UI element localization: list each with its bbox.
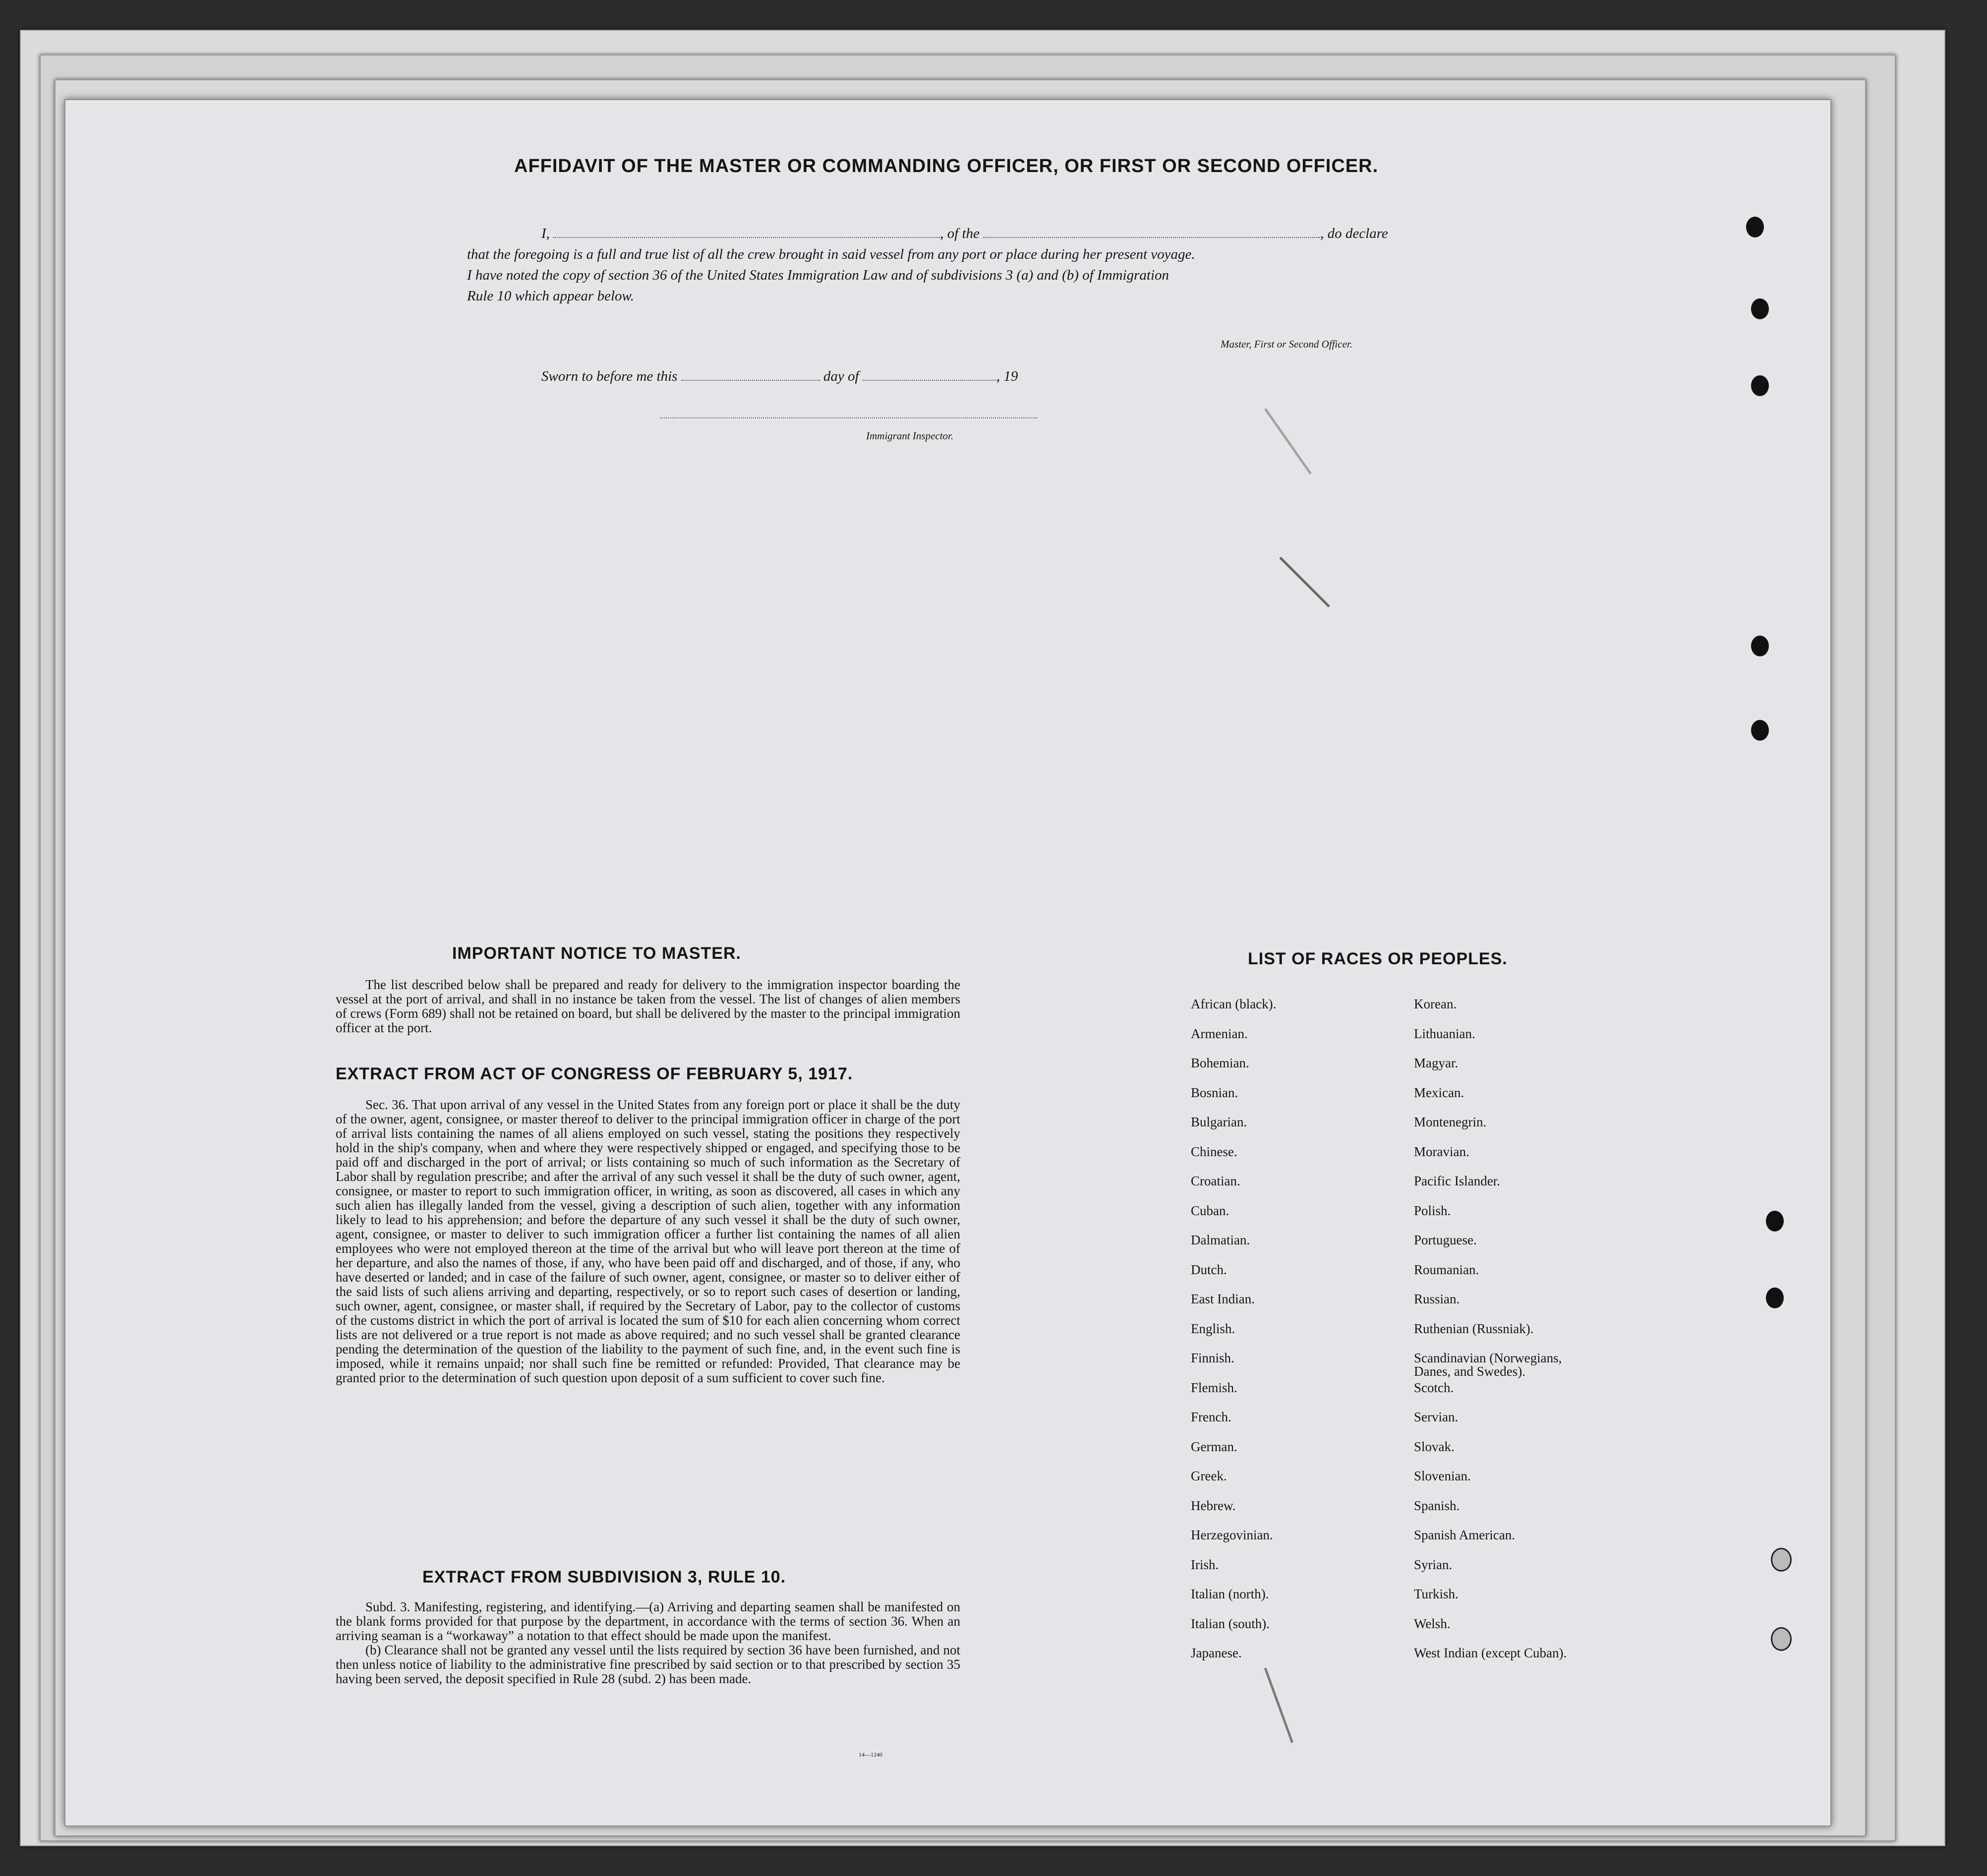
race-item: Turkish. bbox=[1414, 1586, 1459, 1601]
race-item: Bulgarian. bbox=[1191, 1114, 1247, 1129]
race-item: Ruthenian (Russniak). bbox=[1414, 1321, 1534, 1336]
punch-hole bbox=[1751, 636, 1769, 656]
race-item: Scotch. bbox=[1414, 1380, 1454, 1395]
affidavit-line4: Rule 10 which appear below. bbox=[467, 288, 634, 304]
officer-name-field[interactable] bbox=[553, 236, 940, 238]
race-item: Dutch. bbox=[1191, 1262, 1227, 1277]
sworn-before-label: Sworn to before me this bbox=[541, 368, 678, 384]
vessel-name-field[interactable] bbox=[983, 236, 1320, 238]
affidavit-declare-label: , do declare bbox=[1320, 226, 1388, 241]
race-item: Syrian. bbox=[1414, 1557, 1453, 1572]
extract-act-title: EXTRACT FROM ACT OF CONGRESS OF FEBRUARY 5, 1917. bbox=[336, 1064, 853, 1083]
race-item: Dalmatian. bbox=[1191, 1232, 1250, 1247]
punch-hole bbox=[1751, 720, 1769, 741]
sworn-month-field[interactable] bbox=[863, 379, 996, 381]
race-item: Irish. bbox=[1191, 1557, 1219, 1572]
race-item: Italian (north). bbox=[1191, 1586, 1269, 1601]
punch-hole bbox=[1751, 298, 1769, 319]
extract-rule-title: EXTRACT FROM SUBDIVISION 3, RULE 10. bbox=[422, 1568, 786, 1586]
punch-hole bbox=[1766, 1211, 1784, 1231]
race-item: African (black). bbox=[1191, 997, 1277, 1011]
race-item: Finnish. bbox=[1191, 1350, 1234, 1365]
race-item: Magyar. bbox=[1414, 1055, 1459, 1070]
section-36-paragraph: Sec. 36. That upon arrival of any vessel in the United States from any foreign port or place it shall be the duty of the owner, agent, consignee, or master thereof to deliver to the principal immigration officer in charge of the port of arrival lists containing the names of all aliens employed on such vessel, stating the positions they respectively hold in the ship's company, when and where they were respectively shipped or engaged, and specifying those to be paid off and discharged in the port of arrival; or lists containing so much of such information as the Secretary of Labor shall by regulation prescribe; and after the arrival of any such vessel it shall be the duty of such owner, agent, consignee, or master to report to such immigration officer, in writing, as soon as discovered, all cases in which any such alien has illegally landed from the vessel, giving a description of such alien, together with any information likely to lead to his apprehension; and before the departure of any such vessel it shall be the duty of such owner, agent, consignee, or master to deliver to such immigration officer a further list containing the names of all alien employees who were not employed thereon at the time of the arrival but who will leave port thereon at the time of her departure, and also the names of those, if any, who have been paid off and discharged, and of those, if any, who have deserted or landed; and in case of the failure of such owner, agent, consignee, or master so to deliver either of the said lists of such aliens arriving and departing, respectively, or so to report such cases of desertion or landing, such owner, agent, consignee, or master shall, if required by the Secretary of Labor, pay to the collector of customs of the customs district in which the port of arrival is located the sum of $10 for each alien concerning whom correct lists are not delivered or a true report is not made as above required; and no such vessel shall be granted clearance pending the determination of the question of the liability to the payment of such fine, and, in the event such fine is imposed, while it remains unpaid; nor shall such fine be remitted or refunded: Provided, That clearance may be granted prior to the determination of such question upon deposit of a sum sufficient to cover such fine. bbox=[336, 1097, 960, 1385]
races-title: LIST OF RACES OR PEOPLES. bbox=[1248, 949, 1508, 968]
punch-hole bbox=[1766, 1288, 1784, 1308]
race-item: Polish. bbox=[1414, 1203, 1451, 1218]
race-item: Mexican. bbox=[1414, 1085, 1464, 1100]
affidavit-line3: I have noted the copy of section 36 of the United States Immigration Law and of subdivisions 3 (a) and (b) of Immigration bbox=[467, 267, 1169, 283]
extract-rule-text bbox=[336, 1600, 960, 1686]
race-item: Croatian. bbox=[1191, 1173, 1240, 1188]
race-item: West Indian (except Cuban). bbox=[1414, 1645, 1567, 1660]
race-item: English. bbox=[1191, 1321, 1235, 1336]
race-item: Italian (south). bbox=[1191, 1616, 1270, 1631]
inspector-signature-line[interactable] bbox=[660, 417, 1037, 418]
race-item: Servian. bbox=[1414, 1409, 1459, 1424]
race-item: Greek. bbox=[1191, 1468, 1227, 1483]
subdivision-b-paragraph: (b) Clearance shall not be granted any vessel until the lists required by section 36 have been furnished, and not then unless notice of liability to the administrative fine prescribed by said section or to that prescribed by section 35 having been served, the deposit specified in Rule 28 (subd. 2) has been made. bbox=[336, 1642, 960, 1686]
race-item: Herzegovinian. bbox=[1191, 1527, 1273, 1542]
race-item: Bohemian. bbox=[1191, 1055, 1249, 1070]
form-code: 14—1240 bbox=[859, 1751, 882, 1758]
race-item: Armenian. bbox=[1191, 1026, 1248, 1041]
show-through-mark bbox=[1264, 408, 1312, 474]
inspector-label: Immigrant Inspector. bbox=[866, 430, 954, 442]
race-item: Moravian. bbox=[1414, 1144, 1469, 1159]
race-item: Bosnian. bbox=[1191, 1085, 1238, 1100]
race-item: Pacific Islander. bbox=[1414, 1173, 1500, 1188]
affidavit-line1 bbox=[541, 224, 1528, 243]
race-item: Flemish. bbox=[1191, 1380, 1237, 1395]
punch-hole bbox=[1771, 1627, 1792, 1651]
race-item: Russian. bbox=[1414, 1291, 1460, 1306]
race-item: French. bbox=[1191, 1409, 1231, 1424]
affidavit-title: AFFIDAVIT OF THE MASTER OR COMMANDING OFFICER, OR FIRST OR SECOND OFFICER. bbox=[514, 156, 1379, 176]
sworn-day-field[interactable] bbox=[681, 379, 820, 381]
race-item: Slovak. bbox=[1414, 1439, 1455, 1454]
master-signature-label: Master, First or Second Officer. bbox=[1221, 338, 1352, 350]
race-item: Japanese. bbox=[1191, 1645, 1242, 1660]
race-item: Portuguese. bbox=[1414, 1232, 1477, 1247]
punch-hole bbox=[1751, 375, 1769, 396]
affidavit-of-the-label: , of the bbox=[940, 226, 980, 241]
notice-text bbox=[336, 978, 960, 1035]
punch-hole bbox=[1771, 1548, 1792, 1572]
race-item: German. bbox=[1191, 1439, 1237, 1454]
race-item: Chinese. bbox=[1191, 1144, 1237, 1159]
affidavit-i-label: I, bbox=[541, 226, 550, 241]
show-through-mark bbox=[1279, 557, 1330, 608]
race-item: Welsh. bbox=[1414, 1616, 1451, 1631]
race-item: Korean. bbox=[1414, 997, 1457, 1011]
notice-title: IMPORTANT NOTICE TO MASTER. bbox=[452, 944, 741, 963]
race-item: Slovenian. bbox=[1414, 1468, 1471, 1483]
form-page bbox=[64, 99, 1831, 1826]
race-item: Roumanian. bbox=[1414, 1262, 1479, 1277]
race-item: East Indian. bbox=[1191, 1291, 1255, 1306]
race-item: Hebrew. bbox=[1191, 1498, 1236, 1513]
affidavit-line2: that the foregoing is a full and true list of all the crew brought in said vessel from any port or place during her present voyage. bbox=[467, 246, 1195, 262]
subdivision-a-paragraph: Subd. 3. Manifesting, registering, and identifying.—(a) Arriving and departing seamen shall be manifested on the blank forms provided for that purpose by the department, in accordance with the terms of section 36. When an arriving seaman is a “workaway” a notation to that effect should be made upon the manifest. bbox=[336, 1599, 960, 1643]
race-item: Spanish. bbox=[1414, 1498, 1460, 1513]
race-item: Cuban. bbox=[1191, 1203, 1229, 1218]
race-item: Lithuanian. bbox=[1414, 1026, 1475, 1041]
race-item: Montenegrin. bbox=[1414, 1114, 1487, 1129]
race-item: Spanish American. bbox=[1414, 1527, 1515, 1542]
show-through-mark bbox=[1264, 1668, 1293, 1743]
race-item: Scandinavian (Norwegians, Danes, and Swedes). bbox=[1414, 1350, 1562, 1379]
day-of-label: day of bbox=[823, 368, 859, 384]
extract-act-text bbox=[336, 1098, 960, 1385]
sworn-line bbox=[541, 367, 1235, 386]
punch-hole bbox=[1746, 217, 1764, 237]
notice-paragraph: The list described below shall be prepared and ready for delivery to the immigration inspector boarding the vessel at the port of arrival, and shall in no instance be taken from the vessel. The list of changes of alien members of crews (Form 689) shall not be retained on board, but shall be delivered by the master to the principal immigration officer at the port. bbox=[336, 977, 960, 1035]
year-prefix-label: , 19 bbox=[996, 368, 1018, 384]
